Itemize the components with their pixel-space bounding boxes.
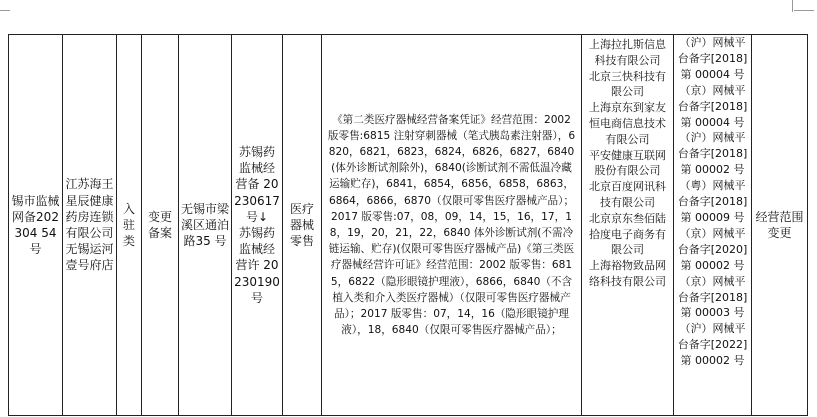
platform-companies: 上海拉扎斯信息科技有限公司 北京三快科技有限公司 上海京东到家友恒电商信息技术有限公司 平安健康互联网股份有限公司 北京百度网讯科技有限公司 北京京东叁佰陆拾度电子商务有限公司 上海裕物致品网络科技有限公司 — [589, 38, 666, 288]
registration-number: 锡市监械网备202304 54 号 — [11, 193, 60, 257]
change-cell — [752, 35, 808, 416]
type-cell — [117, 35, 142, 416]
address-cell — [179, 35, 232, 416]
action-type: 变更备案 — [147, 209, 172, 240]
address: 无锡市梁溪区通泊路35 号 — [181, 201, 230, 249]
business-mode: 医疗器械零售 — [289, 201, 314, 249]
enterprise-name: 江苏海王星辰健康药房连锁有限公司无锡运河壹号府店 — [65, 177, 114, 273]
business-cell — [283, 35, 322, 416]
change-item: 经营范围变更 — [755, 209, 804, 240]
action-cell — [142, 35, 179, 416]
license-cell — [232, 35, 283, 416]
table-row — [9, 35, 808, 416]
enterprise-cell — [63, 35, 117, 416]
record-table — [8, 34, 808, 416]
ruler-mark-left — [0, 10, 10, 11]
business-scope: 《第二类医疗器械经营备案凭证》经营范围：2002 版零售:6815 注射穿刺器械（笔式胰岛素注射器），6820，6821，6823，6824，6826，6827，6840(体外诊断试剂除外)，6840(诊断试剂不需低温冷藏运输贮存)，6841，6854，6856，6858，6863，6864，6866，6870（仅限可零售医疗器械产品）；2017 版零售:07，08，09，14，15，16，17，18，19，20，21，22，6840 体外诊断试剂(不需冷链运输、贮存)(仅限可零售医疗器械产品)《第三类医疗器械经营许可证》经营范围：2002 版零售：6815，6822（隐形眼镜护理液），6866，6840（不含植入类和介入类医疗器械）（仅限可零售医疗器械产品）；2017 版零售：07，14，16（隐形眼镜护理液），18，6840（仅限可零售医疗器械产品）； — [327, 113, 576, 337]
records-cell — [674, 35, 752, 416]
platform-record-numbers: （沪）网械平台备字[2018]第 00004 号 （京）网械平台备字[2018]第 00004 号 （沪）网械平台备字[2018]第 00002 号 （粤）网械平台备字[2018]第 00009 号 （京）网械平台备字[2020]第 00002 号 （京）网械平台备字[2018]第 00003 号 （沪）网械平台备字[2022]第 00002 号 — [677, 36, 748, 368]
ruler-mark-right — [794, 10, 814, 11]
ruler-tick — [792, 0, 793, 12]
scope-cell — [322, 35, 582, 416]
entry-type: 入驻类 — [122, 201, 135, 249]
platforms-cell — [582, 35, 674, 416]
license-numbers: 苏锡药监械经营备 20230617 号↓ 苏锡药监械经营许 20230190 号 — [234, 144, 280, 305]
registration-number-cell — [9, 35, 63, 416]
